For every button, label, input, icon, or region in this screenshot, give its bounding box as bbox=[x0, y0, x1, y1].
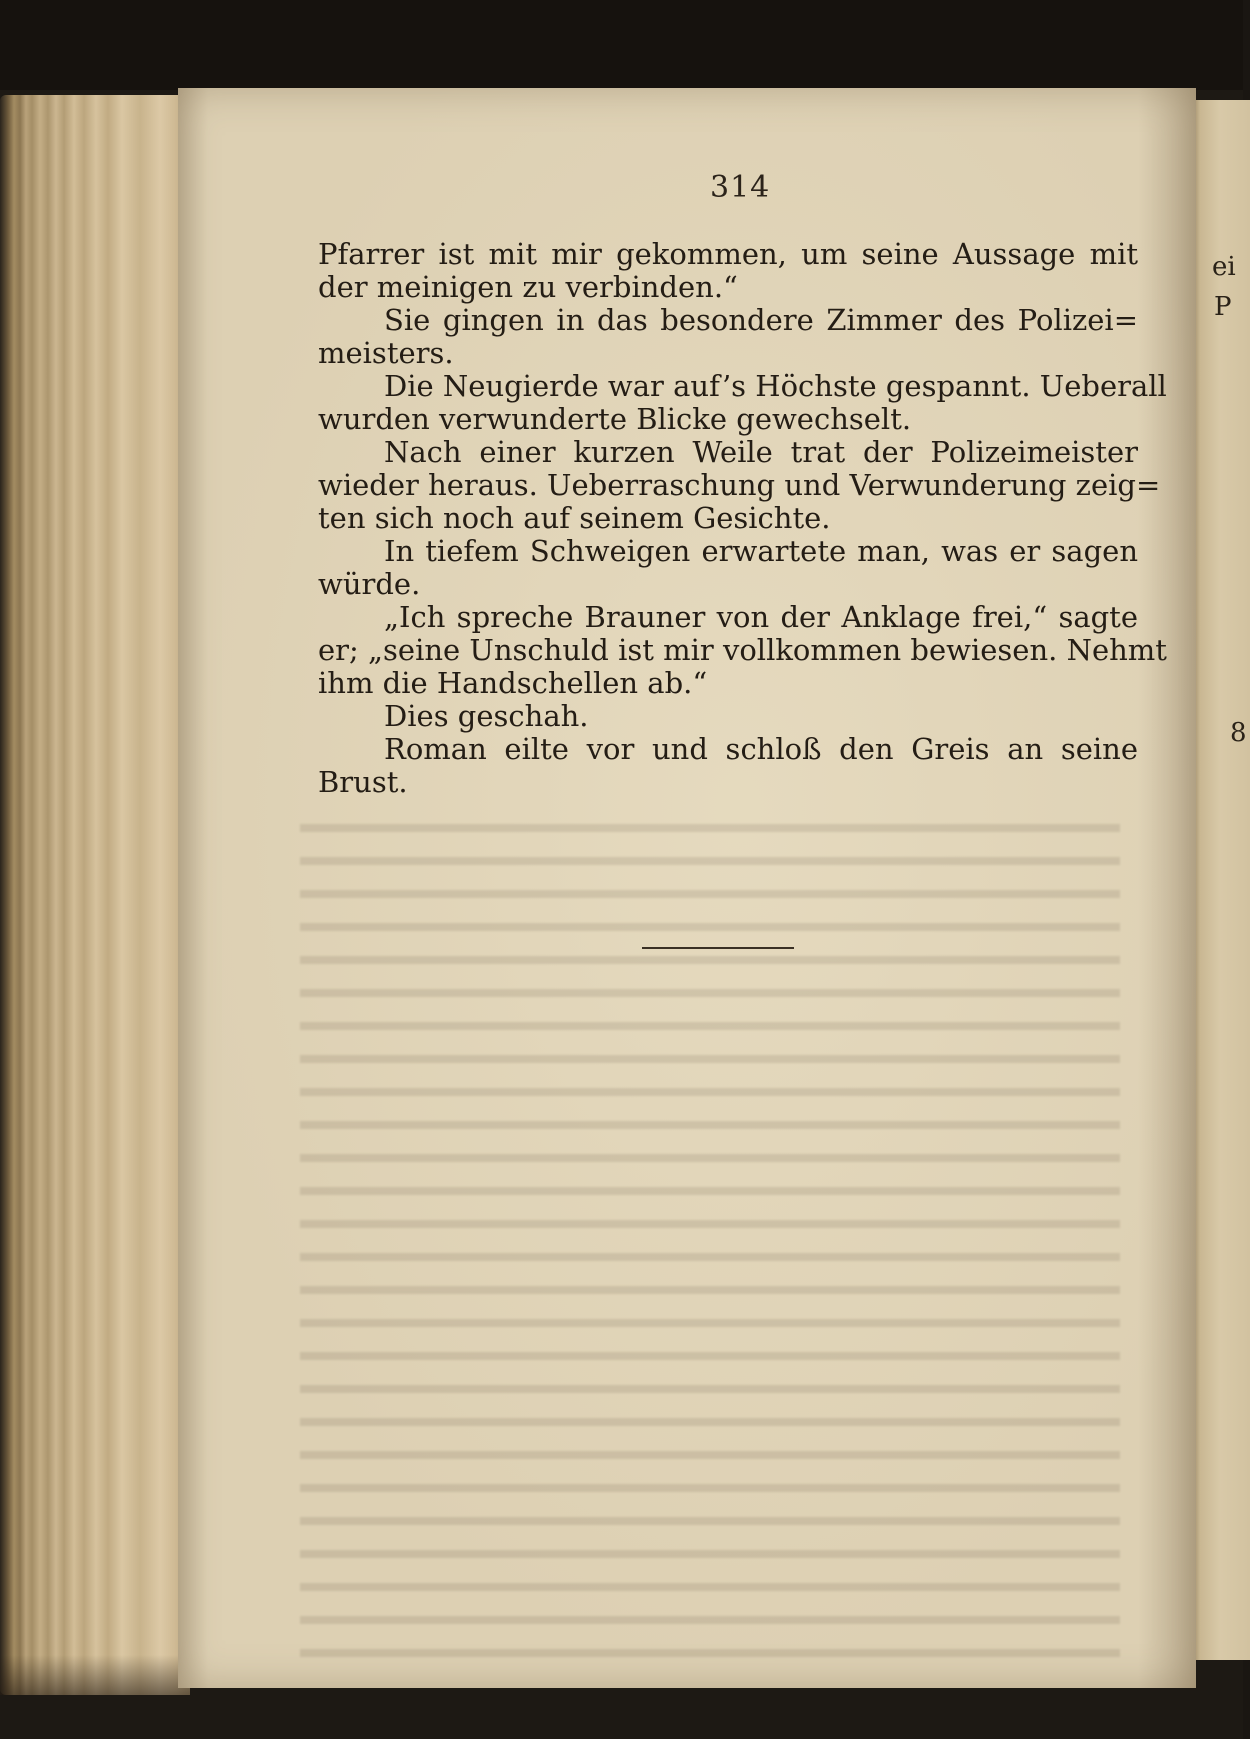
page-number: 314 bbox=[710, 170, 771, 205]
text-line: er; „seine Unschuld ist mir vollkommen bewiesen. Nehmt bbox=[318, 633, 1167, 667]
text-line: ihm die Handschellen ab.“ bbox=[318, 666, 708, 700]
text-line: wieder heraus. Ueberraschung und Verwunderung zeig= bbox=[318, 468, 1161, 502]
body-text bbox=[318, 237, 1167, 799]
background-top bbox=[0, 0, 1243, 90]
text-line: der meinigen zu verbinden.“ bbox=[318, 270, 738, 304]
text-line: In tiefem Schweigen erwartete man, was er sagen bbox=[384, 534, 1138, 568]
stacked-page-edges bbox=[0, 95, 190, 1695]
section-divider bbox=[642, 947, 794, 949]
right-page-edge bbox=[1190, 100, 1250, 1660]
text-line: meisters. bbox=[318, 336, 454, 370]
text-line: Pfarrer ist mit mir gekommen, um seine Aussage mit bbox=[318, 237, 1138, 271]
text-line: Die Neugierde war auf’s Höchste gespannt. Ueberall bbox=[384, 369, 1167, 403]
right-page-fragment-2: P bbox=[1214, 292, 1232, 322]
text-line: ten sich noch auf seinem Gesichte. bbox=[318, 501, 831, 535]
text-line: Roman eilte vor und schloß den Greis an seine bbox=[384, 732, 1138, 766]
bleed-through-text bbox=[300, 810, 1120, 1670]
right-page-fragment-1: ei bbox=[1212, 252, 1236, 282]
text-line: Dies geschah. bbox=[384, 699, 589, 733]
text-line: Brust. bbox=[318, 765, 408, 799]
text-line: Nach einer kurzen Weile trat der Polizeimeister bbox=[384, 435, 1138, 469]
right-page-fragment-3: 8 bbox=[1230, 718, 1247, 748]
text-line: wurden verwunderte Blicke gewechselt. bbox=[318, 402, 912, 436]
text-line: würde. bbox=[318, 567, 421, 601]
text-line: Sie gingen in das besondere Zimmer des Polizei= bbox=[384, 303, 1138, 337]
text-line: „Ich spreche Brauner von der Anklage frei,“ sagte bbox=[384, 600, 1138, 634]
